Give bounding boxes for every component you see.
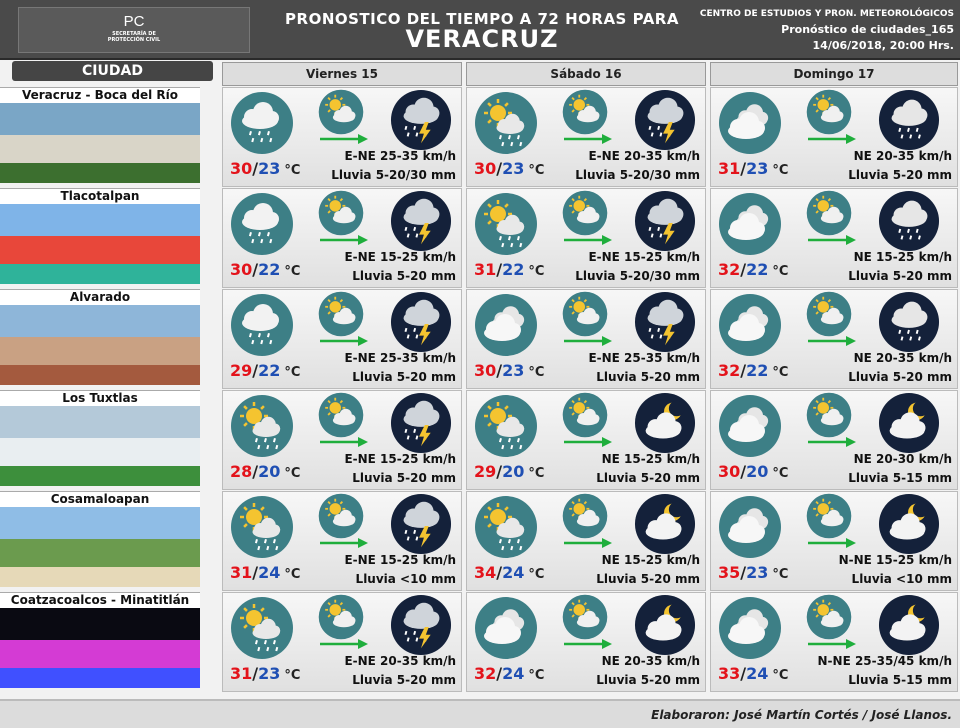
footer [0,699,960,728]
trend-arrow-icon [808,336,856,346]
temp-separator: / [496,563,503,582]
min-temp: 22 [258,260,281,279]
evolution-weather-icon [562,89,608,135]
temp-separator: / [496,159,503,178]
trend-arrow-icon [564,437,612,447]
min-temp: 24 [502,563,525,582]
min-temp: 22 [746,361,769,380]
trend-arrow-icon [808,437,856,447]
temp-unit: °C [772,466,789,481]
temp-unit: °C [772,163,789,178]
night-weather-icon [390,392,452,454]
max-temp: 30 [230,159,253,178]
trend-arrow-icon [320,235,368,245]
temp-separator: / [496,462,503,481]
temp-unit: °C [284,163,301,178]
temperature [718,664,788,683]
night-weather-icon [390,493,452,555]
temp-separator: / [740,361,747,380]
min-temp: 20 [258,462,281,481]
wind-forecast: E-NE 25-35 km/h [588,351,700,365]
rain-forecast: Lluvia 5-20 mm [352,269,456,283]
agency-logo: PC SECRETARÍA DE PROTECCIÓN CIVIL [18,7,250,53]
temp-unit: °C [528,163,545,178]
max-temp: 32 [718,361,741,380]
temperature [474,664,544,683]
evolution-weather-icon [318,392,364,438]
max-temp: 31 [230,664,253,683]
temperature [718,159,788,178]
night-weather-icon [634,493,696,555]
temp-separator: / [496,260,503,279]
max-temp: 32 [718,260,741,279]
rain-forecast: Lluvia <10 mm [355,572,456,586]
night-weather-icon [634,89,696,151]
wind-forecast: N-NE 25-35/45 km/h [817,654,952,668]
city-name: Alvarado [0,289,200,306]
max-temp: 31 [474,260,497,279]
rain-forecast: Lluvia 5-20 mm [848,168,952,182]
header-bar [0,0,960,60]
center-name: CENTRO DE ESTUDIOS Y PRON. METEOROLÓGICOS [699,9,954,19]
temp-separator: / [496,361,503,380]
evolution-weather-icon [806,89,852,135]
evolution-weather-icon [562,594,608,640]
temperature [474,361,544,380]
wind-forecast: E-NE 15-25 km/h [588,250,700,264]
evolution-weather-icon [562,392,608,438]
temperature [718,260,788,279]
main-weather-icon [474,394,538,458]
wind-forecast: NE 20-35 km/h [853,149,952,163]
max-temp: 35 [718,563,741,582]
trend-arrow-icon [564,639,612,649]
wind-forecast: NE 15-25 km/h [601,452,700,466]
temp-unit: °C [528,365,545,380]
temp-unit: °C [772,567,789,582]
rain-forecast: Lluvia 5-20/30 mm [575,269,700,283]
city-photo [0,204,200,284]
rain-forecast: Lluvia 5-20 mm [596,673,700,687]
evolution-weather-icon [562,493,608,539]
city-photo [0,507,200,587]
evolution-weather-icon [318,594,364,640]
evolution-weather-icon [806,392,852,438]
temp-unit: °C [528,668,545,683]
day-header-1: Viernes 15 [222,62,462,86]
wind-forecast: NE 15-25 km/h [853,250,952,264]
city-name: Tlacotalpan [0,188,200,205]
max-temp: 31 [230,563,253,582]
rain-forecast: Lluvia 5-20 mm [596,471,700,485]
temp-unit: °C [284,466,301,481]
evolution-weather-icon [318,190,364,236]
temp-separator: / [252,563,259,582]
evolution-weather-icon [562,291,608,337]
temperature [718,462,788,481]
rain-forecast: Lluvia 5-20 mm [848,269,952,283]
max-temp: 30 [474,361,497,380]
temp-separator: / [740,260,747,279]
temp-unit: °C [284,264,301,279]
temp-unit: °C [772,264,789,279]
trend-arrow-icon [808,235,856,245]
rain-forecast: Lluvia 5-20/30 mm [575,168,700,182]
city-name: Los Tuxtlas [0,390,200,407]
night-weather-icon [878,493,940,555]
main-weather-icon [230,293,294,357]
evolution-weather-icon [806,190,852,236]
temp-unit: °C [284,365,301,380]
min-temp: 22 [258,361,281,380]
temp-unit: °C [284,668,301,683]
min-temp: 23 [258,664,281,683]
main-weather-icon [230,596,294,660]
temp-separator: / [252,361,259,380]
night-weather-icon [390,594,452,656]
max-temp: 34 [474,563,497,582]
evolution-weather-icon [318,493,364,539]
rain-forecast: Lluvia 5-20/30 mm [331,168,456,182]
temp-unit: °C [528,466,545,481]
night-weather-icon [878,190,940,252]
max-temp: 28 [230,462,253,481]
max-temp: 30 [718,462,741,481]
main-weather-icon [718,495,782,559]
wind-forecast: N-NE 15-25 km/h [838,553,952,567]
wind-forecast: NE 20-35 km/h [601,654,700,668]
trend-arrow-icon [564,134,612,144]
trend-arrow-icon [808,134,856,144]
evolution-weather-icon [318,291,364,337]
rain-forecast: Lluvia <10 mm [851,572,952,586]
temp-separator: / [252,664,259,683]
main-weather-icon [718,394,782,458]
temp-unit: °C [772,668,789,683]
rain-forecast: Lluvia 5-15 mm [848,673,952,687]
max-temp: 29 [474,462,497,481]
header-info [700,6,954,54]
min-temp: 24 [746,664,769,683]
rain-forecast: Lluvia 5-20 mm [352,370,456,384]
wind-forecast: E-NE 25-35 km/h [344,149,456,163]
temperature [230,563,300,582]
temp-separator: / [252,159,259,178]
trend-arrow-icon [320,134,368,144]
city-photo [0,305,200,385]
trend-arrow-icon [320,437,368,447]
temperature [474,563,544,582]
night-weather-icon [634,190,696,252]
city-photo [0,406,200,486]
main-weather-icon [718,91,782,155]
rain-forecast: Lluvia 5-20 mm [848,370,952,384]
temp-separator: / [496,664,503,683]
main-weather-icon [230,394,294,458]
wind-forecast: E-NE 15-25 km/h [344,452,456,466]
wind-forecast: E-NE 20-35 km/h [588,149,700,163]
city-column-header: CIUDAD [12,61,213,81]
rain-forecast: Lluvia 5-20 mm [352,673,456,687]
min-temp: 20 [502,462,525,481]
trend-arrow-icon [564,336,612,346]
max-temp: 32 [474,664,497,683]
trend-arrow-icon [320,336,368,346]
max-temp: 33 [718,664,741,683]
rain-forecast: Lluvia 5-20 mm [596,572,700,586]
temp-unit: °C [284,567,301,582]
night-weather-icon [878,89,940,151]
wind-forecast: NE 20-35 km/h [853,351,952,365]
title-line-1: PRONOSTICO DEL TIEMPO A 72 HORAS PARA [285,10,679,28]
rain-forecast: Lluvia 5-20 mm [352,471,456,485]
min-temp: 20 [746,462,769,481]
evolution-weather-icon [318,89,364,135]
temperature [474,260,544,279]
min-temp: 24 [258,563,281,582]
evolution-weather-icon [806,594,852,640]
city-photo [0,103,200,183]
rain-forecast: Lluvia 5-15 mm [848,471,952,485]
trend-arrow-icon [320,538,368,548]
wind-forecast: E-NE 15-25 km/h [344,553,456,567]
main-weather-icon [718,192,782,256]
main-weather-icon [474,192,538,256]
temp-separator: / [740,462,747,481]
trend-arrow-icon [564,235,612,245]
city-name: Cosamaloapan [0,491,200,508]
rain-forecast: Lluvia 5-20 mm [596,370,700,384]
product-name: Pronóstico de ciudades_165 [781,23,954,36]
temp-separator: / [740,664,747,683]
credits: Elaboraron: José Martín Cortés / José Llanos. [651,708,952,722]
temp-separator: / [740,159,747,178]
city-name: Coatzacoalcos - Minatitlán [0,592,200,609]
main-weather-icon [230,192,294,256]
night-weather-icon [390,89,452,151]
temperature [230,664,300,683]
title-line-2: VERACRUZ [405,25,559,53]
min-temp: 24 [502,664,525,683]
temp-separator: / [252,260,259,279]
temperature [718,563,788,582]
evolution-weather-icon [806,493,852,539]
temp-separator: / [252,462,259,481]
night-weather-icon [878,392,940,454]
night-weather-icon [390,190,452,252]
min-temp: 23 [502,361,525,380]
min-temp: 22 [502,260,525,279]
city-photo [0,608,200,688]
main-weather-icon [474,596,538,660]
wind-forecast: NE 15-25 km/h [601,553,700,567]
main-weather-icon [230,91,294,155]
min-temp: 23 [746,563,769,582]
main-weather-icon [230,495,294,559]
day-header-3: Domingo 17 [710,62,958,86]
city-name: Veracruz - Boca del Río [0,87,200,104]
evolution-weather-icon [562,190,608,236]
evolution-weather-icon [806,291,852,337]
temp-separator: / [740,563,747,582]
main-weather-icon [718,596,782,660]
trend-arrow-icon [808,639,856,649]
night-weather-icon [634,291,696,353]
min-temp: 22 [746,260,769,279]
max-temp: 31 [718,159,741,178]
day-header-2: Sábado 16 [466,62,706,86]
temperature [230,462,300,481]
temperature [230,159,300,178]
max-temp: 30 [230,260,253,279]
night-weather-icon [634,594,696,656]
night-weather-icon [878,291,940,353]
max-temp: 30 [474,159,497,178]
temp-unit: °C [528,264,545,279]
main-weather-icon [474,495,538,559]
temperature [230,260,300,279]
temperature [474,462,544,481]
main-weather-icon [718,293,782,357]
temperature [230,361,300,380]
wind-forecast: E-NE 15-25 km/h [344,250,456,264]
main-weather-icon [474,293,538,357]
temp-unit: °C [528,567,545,582]
min-temp: 23 [746,159,769,178]
wind-forecast: NE 20-30 km/h [853,452,952,466]
temperature [718,361,788,380]
min-temp: 23 [258,159,281,178]
night-weather-icon [878,594,940,656]
night-weather-icon [634,392,696,454]
trend-arrow-icon [320,639,368,649]
temperature [474,159,544,178]
issue-datetime: 14/06/2018, 20:00 Hrs. [812,39,954,52]
max-temp: 29 [230,361,253,380]
wind-forecast: E-NE 25-35 km/h [344,351,456,365]
trend-arrow-icon [564,538,612,548]
wind-forecast: E-NE 20-35 km/h [344,654,456,668]
trend-arrow-icon [808,538,856,548]
night-weather-icon [390,291,452,353]
min-temp: 23 [502,159,525,178]
temp-unit: °C [772,365,789,380]
main-weather-icon [474,91,538,155]
